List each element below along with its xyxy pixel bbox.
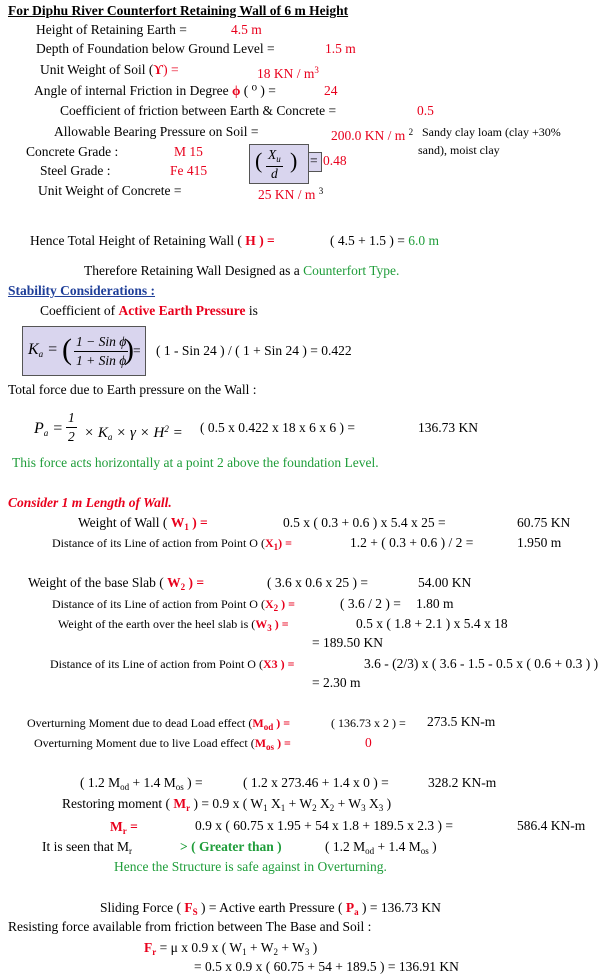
w2-value: 54.00 KN bbox=[418, 575, 472, 590]
os-value: 0 bbox=[365, 735, 372, 750]
concrete-weight-value: 25 KN / m $^3$ bbox=[258, 186, 324, 202]
stability-heading: Stability Considerations : bbox=[8, 283, 156, 298]
pa-terms: × $K_a \times \gamma \times H^2$ = bbox=[84, 424, 183, 442]
w3-label: Weight of the earth over the heel slab is ($W_3$ ) = bbox=[58, 617, 289, 633]
ka-paren-left: ( bbox=[62, 333, 72, 366]
angle-value: 24 bbox=[324, 83, 338, 98]
page-title: For Diphu River Counterfort Retaining Wall of 6 m Height bbox=[8, 3, 349, 18]
acts-note: This force acts horizontally at a point 2 above the foundation Level. bbox=[12, 455, 379, 470]
fr-formula: $F_r = \mu$ x 0.9 x ( $W_1 + W_2 + W_3$ ) bbox=[144, 940, 318, 957]
restoring-label: Restoring moment ( $M_r$ ) = 0.9 x ( $W_1$ $X_1 + W_2$ $X_2 + W_3$ $X_3$ ) bbox=[62, 796, 392, 813]
friction-label: Coefficient of friction between Earth & Concrete = bbox=[60, 103, 337, 118]
total-height-calc: ( 4.5 + 1.5 ) = 6.0 m bbox=[330, 233, 439, 248]
sliding-force: Sliding Force ( $F_S$ ) = Active earth Pressure ( $P_a$ ) = 136.73 KN bbox=[100, 900, 441, 917]
xu-d-fraction: $\frac{X_u}{d}$ bbox=[268, 147, 281, 181]
concrete-grade-label: Concrete Grade : bbox=[26, 144, 119, 159]
depth-label: Depth of Foundation below Ground Level = bbox=[36, 41, 275, 56]
coeff-line: Coefficient of Active Earth Pressure is bbox=[40, 303, 258, 318]
ka-fraction: $\frac{\text{1 − Sin ϕ}}{\text{1 + Sin ϕ}}$ bbox=[76, 334, 127, 368]
angle-label: Angle of internal Friction in Degree ϕ ( ⁰ ) = bbox=[34, 83, 276, 98]
x1-value: 1.950 m bbox=[517, 535, 562, 550]
ka-calc: ( 1 - Sin 24 ) / ( 1 + Sin 24 ) = 0.422 bbox=[156, 343, 352, 358]
consider-heading: Consider 1 m Length of Wall. bbox=[8, 495, 172, 510]
mr-value: 586.4 KN-m bbox=[517, 818, 586, 833]
combo-lhs: ( 1.2 $M_{od} + 1.4$ $M_{os}$ ) = bbox=[80, 775, 203, 792]
mr-calc: 0.9 x ( 60.75 x 1.95 + 54 x 1.8 + 189.5 x 2.3 ) = bbox=[195, 818, 453, 833]
combo-value: 328.2 KN-m bbox=[428, 775, 497, 790]
fr-calc: = 0.5 x 0.9 x ( 60.75 + 54 + 189.5 ) = 136.91 KN bbox=[194, 959, 459, 974]
pa-value: 136.73 KN bbox=[418, 420, 478, 435]
height-value: 4.5 m bbox=[231, 22, 262, 37]
pa-formula: $P_a$ = bbox=[34, 420, 64, 438]
pa-half: $\frac{1}{2}$ bbox=[68, 410, 75, 444]
mr-symbol: $M_r$ = bbox=[110, 819, 138, 836]
x3-value: = 2.30 m bbox=[312, 675, 361, 690]
phi-symbol: ϕ bbox=[231, 83, 241, 98]
ka-paren-right: ) bbox=[124, 333, 134, 366]
w3-calc: 0.5 x ( 1.8 + 2.1 ) x 5.4 x 18 bbox=[356, 616, 508, 631]
ka-eq: = bbox=[133, 343, 141, 358]
soil-weight-label: Unit Weight of Soil (ϒ) = bbox=[40, 62, 179, 77]
od-calc: ( 136.73 x 2 ) = bbox=[331, 716, 406, 730]
greater-than: > ( Greater than ) bbox=[180, 839, 282, 854]
od-value: 273.5 KN-m bbox=[427, 714, 496, 729]
bearing-note-2: sand), moist clay bbox=[418, 143, 500, 157]
total-height-label: Hence Total Height of Retaining Wall ( H ) = bbox=[30, 233, 275, 248]
total-force-label: Total force due to Earth pressure on the Wall : bbox=[8, 382, 257, 397]
w1-label: Weight of Wall ( $W_1$ ) = bbox=[78, 515, 208, 532]
bearing-label: Allowable Bearing Pressure on Soil = bbox=[54, 124, 259, 139]
x1-calc: 1.2 + ( 0.3 + 0.6 ) / 2 = bbox=[350, 535, 474, 550]
x3-calc: 3.6 - (2/3) x ( 3.6 - 1.5 - 0.5 x ( 0.6 + 0.3 ) ) bbox=[364, 656, 599, 671]
soil-weight-value: 18 KN / $m^3$ bbox=[257, 65, 319, 81]
pa-calc: ( 0.5 x 0.422 x 18 x 6 x 6 ) = bbox=[200, 420, 355, 435]
type-line: Therefore Retaining Wall Designed as a Counterfort Type. bbox=[84, 263, 400, 278]
steel-grade-label: Steel Grade : bbox=[40, 163, 111, 178]
x2-calc: ( 3.6 / 2 ) = bbox=[340, 596, 401, 611]
w3-value: = 189.50 KN bbox=[312, 635, 383, 650]
od-label: Overturning Moment due to dead Load effect ($M_{od}$ ) = bbox=[27, 716, 291, 732]
gamma-symbol: ϒ bbox=[153, 62, 164, 77]
xu-eq: = bbox=[310, 153, 318, 168]
bearing-note-1: Sandy clay loam (clay +30% bbox=[422, 125, 561, 139]
x2-value: 1.80 m bbox=[416, 596, 454, 611]
x1-label: Distance of its Line of action from Point O $(X_1)$ = bbox=[52, 536, 292, 552]
x3-label: Distance of its Line of action from Point O (X3 ) = bbox=[50, 657, 295, 671]
friction-value: 0.5 bbox=[417, 103, 434, 118]
xu-paren-left: ( bbox=[255, 148, 263, 173]
w1-calc: 0.5 x ( 0.3 + 0.6 ) x 5.4 x 25 = bbox=[283, 515, 446, 530]
steel-grade-value: Fe 415 bbox=[170, 163, 208, 178]
w2-label: Weight of the base Slab ( $W_2$ ) = bbox=[28, 575, 205, 592]
xu-value: 0.48 bbox=[323, 153, 347, 168]
ka-symbol: $K_a$ = bbox=[28, 341, 58, 359]
combo-calc: ( 1.2 x 273.46 + 1.4 x 0 ) = bbox=[243, 775, 389, 790]
depth-value: 1.5 m bbox=[325, 41, 356, 56]
x2-label: Distance of its Line of action from Point O ($X_2$ ) = bbox=[52, 597, 295, 613]
height-label: Height of Retaining Earth = bbox=[36, 22, 187, 37]
resist-label: Resisting force available from friction between The Base and Soil : bbox=[8, 919, 372, 934]
w1-value: 60.75 KN bbox=[517, 515, 571, 530]
xu-paren-right: ) bbox=[290, 148, 298, 173]
seen-rhs: ( 1.2 $M_{od} + 1.4$ $M_{os}$ ) bbox=[325, 839, 437, 856]
seen-label: It is seen that $M_r$ bbox=[42, 839, 132, 856]
w2-calc: ( 3.6 x 0.6 x 25 ) = bbox=[267, 575, 368, 590]
safe-overturning: Hence the Structure is safe against in Overturning. bbox=[114, 859, 387, 874]
bearing-value: 200.0 KN / m $^2$ bbox=[331, 127, 414, 143]
concrete-weight-label: Unit Weight of Concrete = bbox=[38, 183, 182, 198]
concrete-grade-value: M 15 bbox=[174, 144, 203, 159]
os-label: Overturning Moment due to live Load effect ($M_{os}$ ) = bbox=[34, 736, 291, 752]
